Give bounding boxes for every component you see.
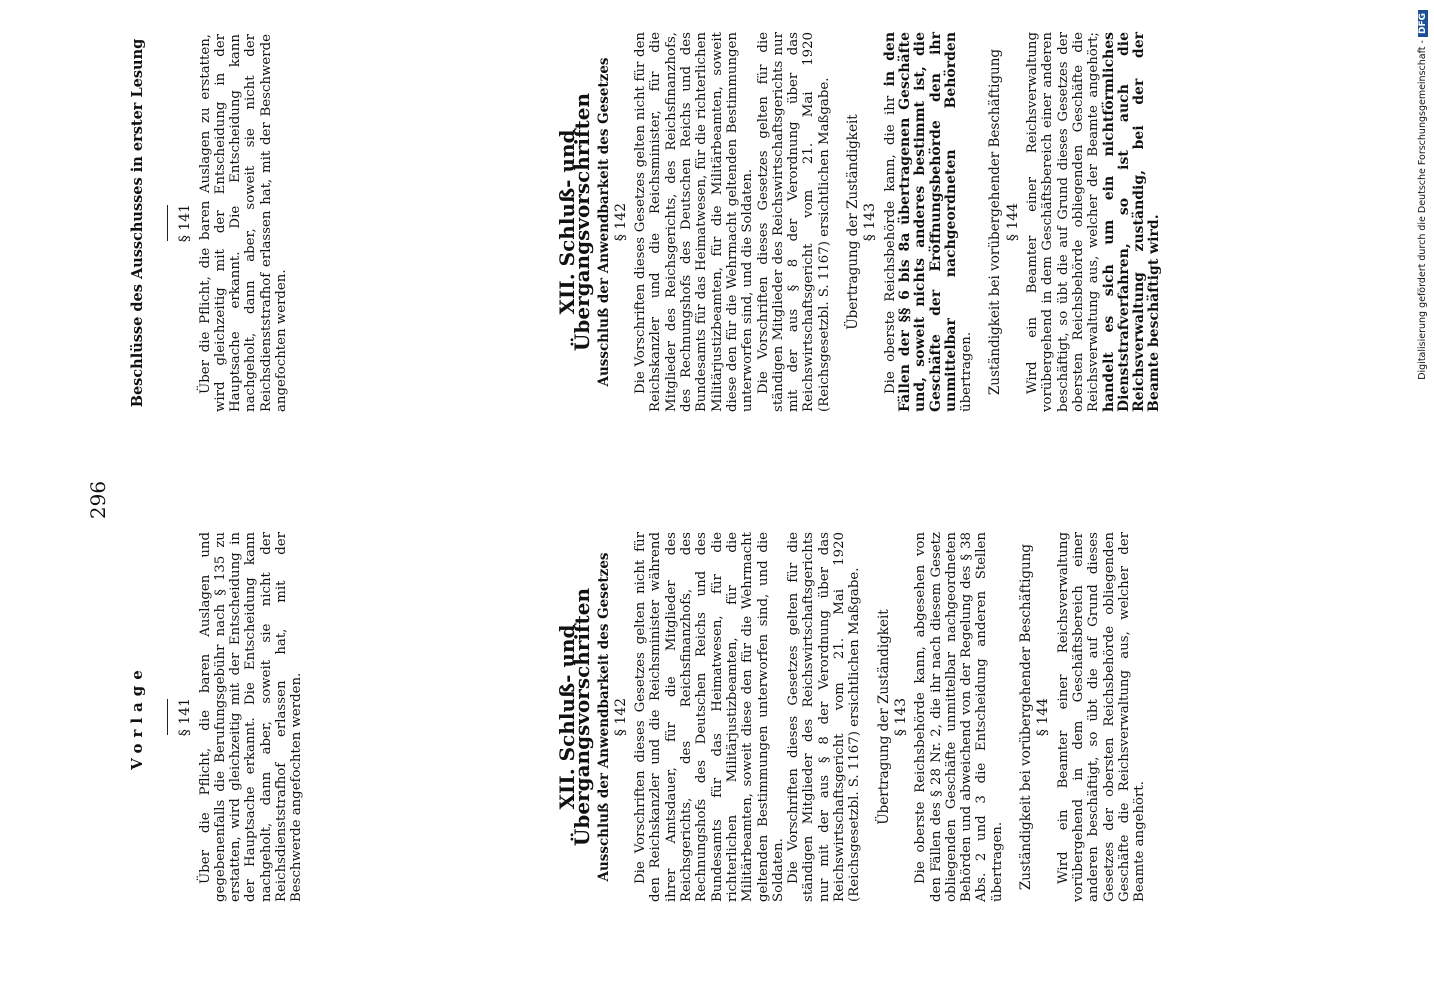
- left-chapter-title: XII. Schluß- und Übergangsvorschriften: [555, 587, 595, 847]
- right-section-142-title: § 142: [612, 202, 629, 242]
- right-144-part-b-bold: handelt es sich um ein nichtförmliches Dienststrafverfahren, so ist auch die Reichsverwaltung zuständig, bei der der Beamte beschäftigt wird.: [1100, 32, 1163, 412]
- left-section-144-title: § 144: [1035, 697, 1052, 737]
- right-chapter-subtitle: Ausschluß der Anwendbarkeit des Gesetzes: [595, 57, 612, 387]
- right-144-part-a: Wird ein Beamter einer Reichsverwaltung vorübergehend in dem Geschäftsbereich einer anderen beschäftigt, so übt die auf Grund dieses Gesetzes der obersten Reichsbehörde obliegenden Geschäfte die Reichsverwaltung aus, welcher der Beamte angehört;: [1025, 32, 1102, 412]
- left-section-142-p2: Die Vorschriften dieses Gesetzes gelten für die ständigen Mitglieder des Reichswirtschaftsgerichts nur mit der aus § 8 der Verordnung über das Reichswirtschaftsgericht vom 21. Mai 1920 (Reichsgesetzbl. S. 1167) ersichtlichen Maßgabe.: [786, 532, 863, 902]
- left-section-144-heading: Zuständigkeit bei vorübergehender Beschäftigung: [1018, 543, 1035, 891]
- left-section-141-text: Über die Pflicht, die baren Auslagen und gegebenenfalls die Berufungsgebühr nach § 135 zu erstatten, wird gleichzeitig mit der Entscheidung in der Hauptsache erkannt. Die Entscheidung kann nachgeholt, dann aber, soweit sie nicht der Reichsdienststrafhof erlassen hat, mit der Beschwerde angefochten werden.: [197, 532, 305, 902]
- right-column-beschluesse: [130, 34, 289, 412]
- right-section-144-title: § 144: [1004, 202, 1021, 242]
- dfg-badge: DFG: [1418, 10, 1428, 37]
- left-section-141-title: § 141: [177, 697, 194, 737]
- left-section-143-heading: Übertragung der Zuständigkeit: [875, 609, 892, 825]
- left-column-vorlage: [130, 532, 305, 902]
- digitization-note-text: Digitalisierung gefördert durch die Deutsche Forschungsgemeinschaft -: [1417, 40, 1428, 380]
- right-section-143-heading: Übertragung der Zuständigkeit: [845, 114, 862, 330]
- right-143-part-a: Die oberste Reichsbehörde kann, die ihr: [882, 95, 898, 394]
- right-section-141-text: Über die Pflicht, die baren Auslagen zu erstatten, wird gleichzeitig mit der Entscheidung in der Hauptsache erkannt. Die Entscheidung kann nachgeholt, dann aber, soweit sie nicht der Reichsdienststrafhof erlassen hat, mit der Beschwerde angefochten werden.: [197, 34, 290, 412]
- right-section-141-title: § 141: [177, 203, 194, 243]
- right-section-142-p1: Die Vorschriften dieses Gesetzes gelten nicht für den Reichskanzler und die Reichsminister, für die Mitglieder des Reichsgerichts, des Reichsfinanzhofs, des Rechnungshofs des Deutschen Reichs und des Bundesamts für das Heimatwesen, für die richterlichen Militärjustizbeamten, für die Militärbeamten, soweit diese den für die Wehrmacht geltenden Bestimmungen unterworfen sind, und die Soldaten.: [633, 32, 756, 412]
- left-column-chapter-xii: [555, 532, 1148, 902]
- digitization-note: [1415, 10, 1431, 390]
- left-section-142-title: § 142: [612, 697, 629, 737]
- right-chapter-title: XII. Schluß- und Übergangsvorschriften: [555, 92, 595, 352]
- vorlage-heading: Vorlage: [128, 664, 146, 770]
- right-column-chapter-xii: [555, 31, 1163, 412]
- right-143-part-c: übertragen.: [959, 331, 975, 412]
- left-section-144-text: Wird ein Beamter einer Reichsverwaltung vorübergehend in dem Geschäftsbereich einer anderen beschäftigt, so übt die auf Grund dieses Gesetzes der obersten Reichsbehörde obliegenden Geschäfte die Reichsverwaltung aus, welcher der Beamte angehört.: [1055, 532, 1148, 902]
- right-section-143-text: [883, 32, 975, 412]
- page-number: 296: [86, 480, 110, 520]
- right-section-143-title: § 143: [862, 202, 879, 242]
- left-section-142-p1: Die Vorschriften dieses Gesetzes gelten nicht für den Reichskanzler und die Reichsminister während ihrer Amtsdauer, für die Mitglieder des Reichsgerichts, des Reichsfinanzhofs, des Rechnungshofs des Deutschen Reichs und des Bundesamts für das Heimatwesen, für die richterlichen Militärjustizbeamten, für die Militärbeamten, soweit diese den für die Wehrmacht geltenden Bestimmungen unterworfen sind, und die Soldaten.: [633, 532, 786, 902]
- left-section-143-title: § 143: [892, 697, 909, 737]
- beschluesse-heading: Beschlüsse des Ausschusses in erster Lesung: [129, 38, 146, 408]
- right-section-144-heading: Zuständigkeit bei vorübergehender Beschäftigung: [987, 48, 1004, 396]
- left-chapter-subtitle: Ausschluß der Anwendbarkeit des Gesetzes: [595, 552, 612, 882]
- heading-rule: [167, 699, 168, 735]
- right-section-144-text: [1025, 32, 1163, 412]
- heading-rule: [167, 205, 168, 241]
- right-143-part-b-bold: in den Fällen der §§ 6 bis 8a übertragenen Geschäfte und, soweit nichts anderes bestimmt ist, die Geschäfte der Eröffnungsbehörde den ihr unmittelbar nachgeordneten Behörden: [881, 31, 959, 412]
- right-section-142-p2: Die Vorschriften dieses Gesetzes gelten für die ständigen Mitglieder des Reichswirtschaftsgerichts nur mit der aus § 8 der Verordnung über das Reichswirtschaftsgericht vom 21. Mai 1920 (Reichsgesetzbl. S. 1167) ersichtlichen Maßgabe.: [755, 32, 832, 412]
- left-section-143-text: Die oberste Reichsbehörde kann, abgesehen von den Fällen des § 28 Nr. 2, die ihr nach diesem Gesetz obliegenden Geschäfte unmittelbar nachgeordneten Behörden und abweichend von der Regelung des § 38 Abs. 2 und 3 die Entscheidung anderen Stellen übertragen.: [913, 532, 1005, 902]
